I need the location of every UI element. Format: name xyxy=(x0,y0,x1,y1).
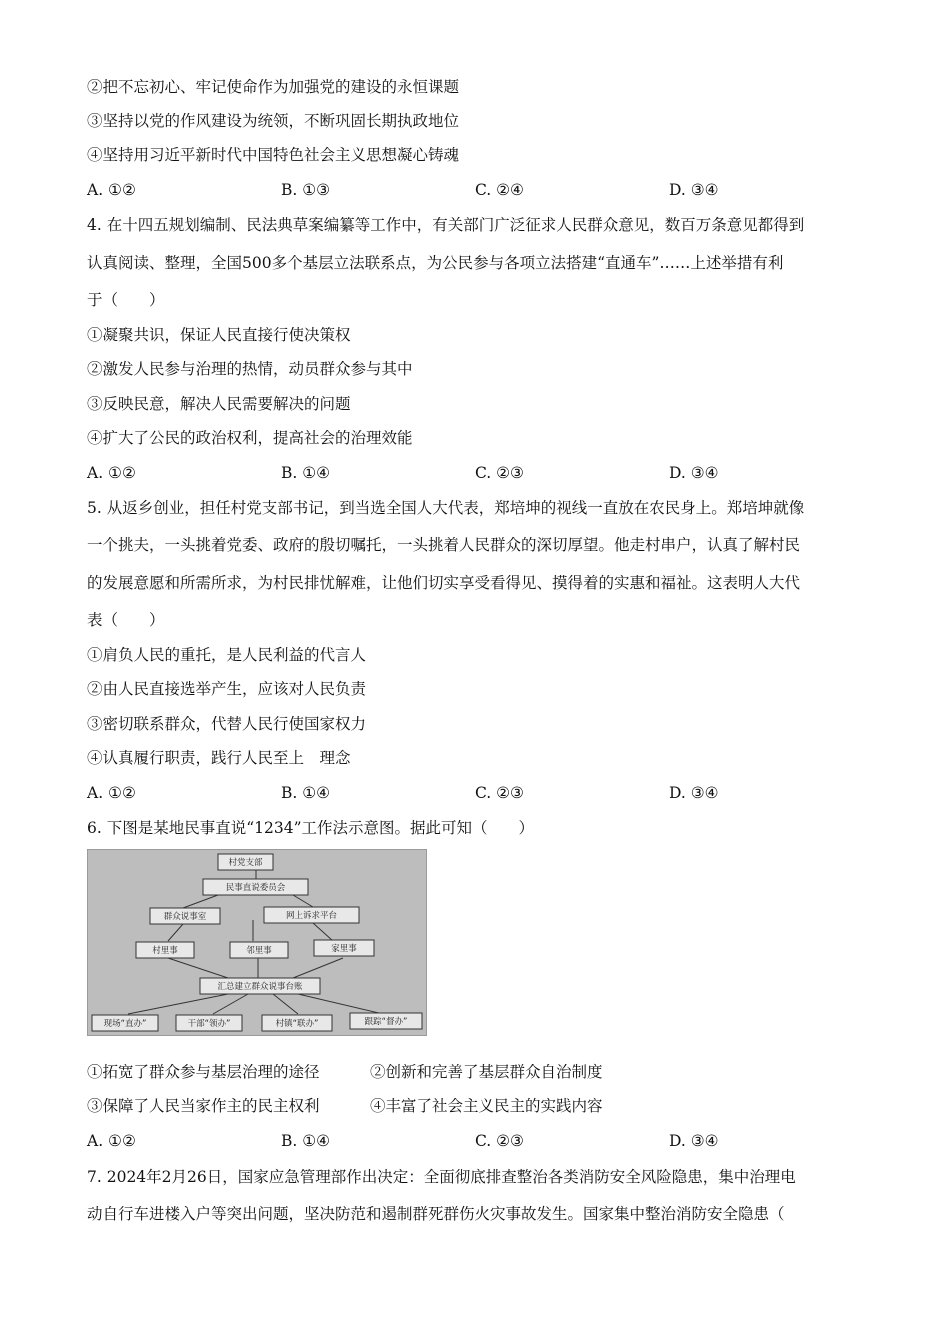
label-action-4: 跟踪“督办” xyxy=(364,1017,408,1027)
label-matter-3: 家里事 xyxy=(331,944,357,954)
q6-stem: 6. 下图是某地民事直说“1234”工作法示意图。据此可知（ ） xyxy=(87,819,535,837)
label-action-1: 现场“直办” xyxy=(103,1019,147,1029)
arrow-right-to-matter3 xyxy=(313,923,333,941)
label-right-platform: 网上诉求平台 xyxy=(285,911,338,921)
q4-stem-line-3: 于（ ） xyxy=(87,291,165,309)
arrow-committee-to-left xyxy=(183,895,218,908)
q4-item-4: ④扩大了公民的政治权利，提高社会的治理效能 xyxy=(87,429,413,447)
q5-stem-line-2: 一个挑夫，一头挑着党委、政府的殷切嘱托，一头挑着人民群众的深切厚望。他走村串户，认真了解村民 xyxy=(87,536,801,554)
arrow-ledger-to-action2 xyxy=(213,994,248,1014)
q3-options xyxy=(87,180,867,200)
option-b[interactable]: B. ①④ xyxy=(281,464,331,482)
arrow-committee-to-right xyxy=(293,895,313,907)
arrow-matter3-to-ledger xyxy=(293,958,343,978)
label-matter-1: 村里事 xyxy=(152,946,178,956)
q3-item-2: ②把不忘初心、牢记使命作为加强党的建设的永恒课题 xyxy=(87,78,460,96)
workflow-diagram xyxy=(87,849,427,1036)
arrow-left-to-matter1 xyxy=(168,924,183,941)
option-d[interactable]: D. ③④ xyxy=(669,784,719,802)
q6-item-1: ①拓宽了群众参与基层治理的途径 xyxy=(87,1063,320,1081)
q5-item-3: ③密切联系群众，代替人民行使国家权力 xyxy=(87,715,367,733)
q6-options xyxy=(87,1131,867,1151)
q4-item-2: ②激发人民参与治理的热情，动员群众参与其中 xyxy=(87,360,413,378)
q4-options xyxy=(87,463,867,483)
option-a[interactable]: A. ①② xyxy=(87,181,136,199)
q3-item-4: ④坚持用习近平新时代中国特色社会主义思想凝心铸魂 xyxy=(87,146,460,164)
option-c[interactable]: C. ②③ xyxy=(475,784,524,802)
q5-stem-line-3: 的发展意愿和所需所求，为村民排忧解难，让他们切实享受看得见、摸得着的实惠和福祉。这表明人大代 xyxy=(87,574,801,592)
option-b[interactable]: B. ①③ xyxy=(281,181,331,199)
label-party-branch: 村党支部 xyxy=(228,858,263,868)
q5-item-1: ①肩负人民的重托，是人民利益的代言人 xyxy=(87,646,367,664)
label-committee: 民事直说委员会 xyxy=(225,883,286,893)
option-a[interactable]: A. ①② xyxy=(87,464,136,482)
q6-item-4: ④丰富了社会主义民主的实践内容 xyxy=(370,1097,603,1115)
q5-options xyxy=(87,783,867,803)
q6-item-2: ②创新和完善了基层群众自治制度 xyxy=(370,1063,603,1081)
arrow-matter1-to-ledger xyxy=(168,958,228,978)
option-c[interactable]: C. ②④ xyxy=(475,181,524,199)
q6-items-row-1 xyxy=(87,1062,787,1082)
option-d[interactable]: D. ③④ xyxy=(669,1132,719,1150)
arrow-ledger-to-action3 xyxy=(273,994,298,1014)
option-d[interactable]: D. ③④ xyxy=(669,181,719,199)
arrow-ledger-to-action1 xyxy=(128,994,228,1014)
q6-item-3: ③保障了人民当家作主的民主权利 xyxy=(87,1097,320,1115)
q4-stem-line-1: 4. 在十四五规划编制、民法典草案编纂等工作中，有关部门广泛征求人民群众意见，数百万条意见都得到 xyxy=(87,216,805,234)
q7-stem-line-1: 7. 2024年2月26日，国家应急管理部作出决定：全面彻底排查整治各类消防安全风险隐患，集中治理电 xyxy=(87,1168,796,1186)
q5-stem-line-1: 5. 从返乡创业，担任村党支部书记，到当选全国人大代表，郑培坤的视线一直放在农民身上。郑培坤就像 xyxy=(87,499,805,517)
arrow-ledger-to-action4 xyxy=(298,994,383,1014)
label-left-platform: 群众说事室 xyxy=(163,912,207,922)
q4-item-1: ①凝聚共识，保证人民直接行使决策权 xyxy=(87,326,351,344)
q7-stem-line-2: 动自行车进楼入户等突出问题，坚决防范和遏制群死群伤火灾事故发生。国家集中整治消防安全隐患（ xyxy=(87,1205,785,1223)
q5-stem-line-4: 表（ ） xyxy=(87,611,165,629)
q4-item-3: ③反映民意，解决人民需要解决的问题 xyxy=(87,395,351,413)
option-b[interactable]: B. ①④ xyxy=(281,1132,331,1150)
q4-stem-line-2: 认真阅读、整理，全国500多个基层立法联系点，为公民参与各项立法搭建“直通车”……上述举措有利 xyxy=(87,254,784,272)
label-matter-2: 邻里事 xyxy=(246,946,272,956)
q5-item-4: ④认真履行职责，践行人民至上 理念 xyxy=(87,749,351,767)
option-a[interactable]: A. ①② xyxy=(87,784,136,802)
label-action-2: 干部“领办” xyxy=(187,1019,231,1029)
q6-items-row-2 xyxy=(87,1096,787,1116)
option-c[interactable]: C. ②③ xyxy=(475,464,524,482)
option-a[interactable]: A. ①② xyxy=(87,1132,136,1150)
label-ledger: 汇总建立群众说事台账 xyxy=(217,982,303,992)
option-b[interactable]: B. ①④ xyxy=(281,784,331,802)
q5-item-2: ②由人民直接选举产生，应该对人民负责 xyxy=(87,680,367,698)
option-c[interactable]: C. ②③ xyxy=(475,1132,524,1150)
label-action-3: 村镇“联办” xyxy=(275,1019,319,1029)
option-d[interactable]: D. ③④ xyxy=(669,464,719,482)
q3-item-3: ③坚持以党的作风建设为统领，不断巩固长期执政地位 xyxy=(87,112,460,130)
